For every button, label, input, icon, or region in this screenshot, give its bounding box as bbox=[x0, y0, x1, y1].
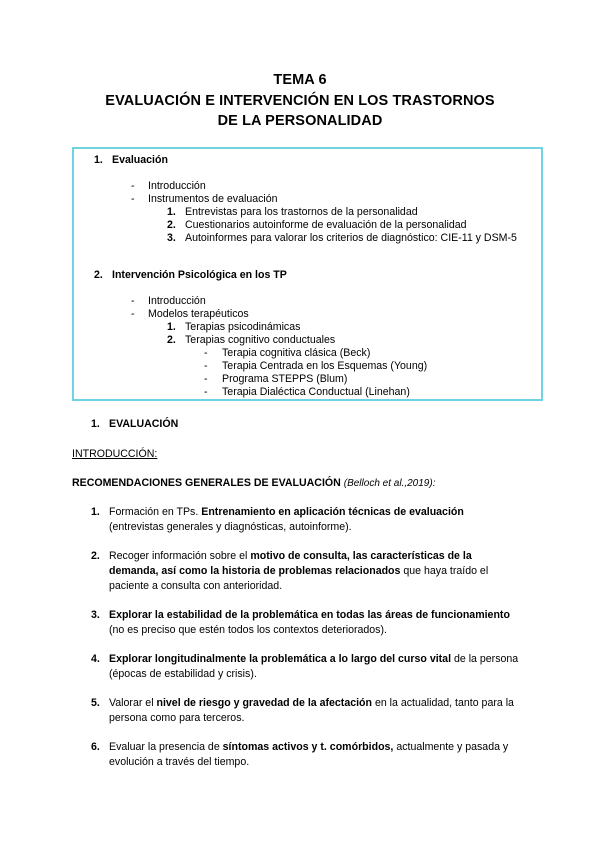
toc-s2-subitem: Terapias psicodinámicas bbox=[185, 321, 301, 333]
toc-dash: - bbox=[204, 347, 208, 359]
doc-title-line1: TEMA 6 bbox=[273, 72, 327, 88]
doc-title-line3: DE LA PERSONALIDAD bbox=[217, 113, 383, 129]
rec-item bbox=[109, 549, 519, 594]
rec-text: Evaluar la presencia de bbox=[109, 741, 223, 753]
rec-bold: motivo de consulta, las características de la demanda, así como la historia de problemas relacionados bbox=[109, 550, 472, 577]
rec-num: 1. bbox=[91, 506, 100, 518]
section-num: 1. bbox=[91, 418, 100, 430]
toc-s1-sub-num: 3. bbox=[167, 232, 176, 244]
toc-s1-item: Instrumentos de evaluación bbox=[148, 193, 278, 205]
toc-s2-subitem: Terapias cognitivo conductuales bbox=[185, 334, 336, 346]
rec-bold: Explorar longitudinalmente la problemática a lo largo del curso vital bbox=[109, 653, 452, 665]
rec-bold: nivel de riesgo y gravedad de la afectación bbox=[156, 697, 372, 709]
rec-item bbox=[109, 652, 519, 682]
section-title: EVALUACIÓN bbox=[109, 418, 179, 430]
rec-text: actualmente y pasada y evolución a través del tiempo. bbox=[109, 741, 509, 768]
toc-s2-subsubitem: Programa STEPPS (Blum) bbox=[222, 373, 348, 385]
rec-text: (entrevistas generales y diagnósticas, autoinforme). bbox=[109, 521, 352, 533]
toc-s2-item: Introducción bbox=[148, 295, 206, 307]
toc-dash: - bbox=[131, 180, 135, 192]
rec-item bbox=[109, 608, 519, 638]
toc-dash: - bbox=[131, 295, 135, 307]
rec-num: 5. bbox=[91, 697, 100, 709]
toc-s1-subitem: Entrevistas para los trastornos de la personalidad bbox=[185, 206, 418, 218]
rec-num: 2. bbox=[91, 550, 100, 562]
rec-item bbox=[109, 740, 519, 770]
toc-dash: - bbox=[131, 193, 135, 205]
toc-s2-num: 2. bbox=[94, 269, 103, 281]
rec-text: de la persona (épocas de estabilidad y crisis). bbox=[109, 653, 519, 680]
rec-text: Valorar el bbox=[109, 697, 157, 709]
rec-bold: Explorar la estabilidad de la problemática en todas las áreas de funcionamiento bbox=[109, 609, 510, 621]
rec-bold: síntomas activos y t. comórbidos, bbox=[222, 741, 394, 753]
toc-s2-item: Modelos terapéuticos bbox=[148, 308, 249, 320]
subheading: INTRODUCCIÓN: bbox=[72, 448, 158, 460]
toc-s2-subsubitem: Terapia Dialéctica Conductual (Linehan) bbox=[222, 386, 410, 398]
rec-text: Recoger información sobre el bbox=[109, 550, 251, 562]
rec-heading: RECOMENDACIONES GENERALES DE EVALUACIÓN bbox=[72, 477, 341, 489]
rec-text: en la actualidad, tanto para la persona como para terceros. bbox=[109, 697, 514, 724]
rec-item bbox=[109, 505, 519, 535]
rec-text: Formación en TPs. bbox=[109, 506, 202, 518]
rec-text: que haya traído el paciente a consulta con anterioridad. bbox=[109, 565, 489, 592]
toc-s1-item: Introducción bbox=[148, 180, 206, 192]
rec-citation: (Belloch et al.,2019): bbox=[343, 478, 436, 489]
toc-s2-title: Intervención Psicológica en los TP bbox=[112, 269, 287, 281]
toc-s2-sub-num: 1. bbox=[167, 321, 176, 333]
rec-num: 6. bbox=[91, 741, 100, 753]
rec-num: 3. bbox=[91, 609, 100, 621]
rec-item bbox=[109, 696, 519, 726]
toc-s1-sub-num: 2. bbox=[167, 219, 176, 231]
toc-dash: - bbox=[204, 386, 208, 398]
doc-title-line2: EVALUACIÓN E INTERVENCIÓN EN LOS TRASTORNOS bbox=[105, 93, 495, 109]
toc-dash: - bbox=[204, 360, 208, 372]
toc-s1-subitem: Autoinformes para valorar los criterios de diagnóstico: CIE-11 y DSM-5 bbox=[185, 232, 517, 244]
toc-s2-subsubitem: Terapia cognitiva clásica (Beck) bbox=[222, 347, 371, 359]
toc-s2-subsubitem: Terapia Centrada en los Esquemas (Young) bbox=[222, 360, 428, 372]
toc-dash: - bbox=[204, 373, 208, 385]
toc-s1-title: Evaluación bbox=[112, 154, 168, 166]
rec-num: 4. bbox=[91, 653, 100, 665]
toc-s1-num: 1. bbox=[94, 154, 103, 166]
toc-s1-sub-num: 1. bbox=[167, 206, 176, 218]
toc-dash: - bbox=[131, 308, 135, 320]
rec-text: (no es preciso que estén todos los contextos deteriorados). bbox=[109, 624, 387, 636]
rec-heading-line bbox=[72, 477, 435, 490]
rec-bold: Entrenamiento en aplicación técnicas de evaluación bbox=[201, 506, 464, 518]
toc-s1-subitem: Cuestionarios autoinforme de evaluación de la personalidad bbox=[185, 219, 467, 231]
toc-s2-sub-num: 2. bbox=[167, 334, 176, 346]
